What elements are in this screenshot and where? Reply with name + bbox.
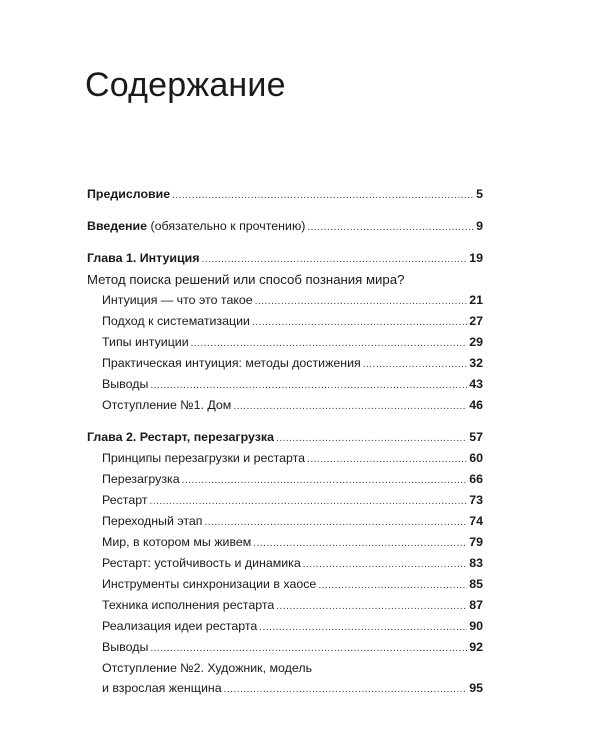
dot-leader: [150, 638, 467, 659]
toc-page-number: 95: [469, 681, 483, 695]
toc-label: Отступление №2. Художник, модель: [102, 661, 313, 675]
toc-page-number: 21: [469, 293, 483, 307]
toc-page-number: 57: [469, 430, 483, 444]
toc-page-number: 87: [469, 598, 483, 612]
toc-label: Мир, в котором мы живем: [102, 535, 252, 549]
toc-label: Практическая интуиция: методы достижения: [102, 356, 361, 370]
toc-entry[interactable]: [87, 469, 483, 490]
toc-page-number: 32: [469, 356, 483, 370]
dot-leader: [307, 449, 467, 470]
dot-leader: [318, 575, 467, 596]
toc-label-bold: Введение: [87, 219, 148, 233]
toc-entry[interactable]: [87, 553, 483, 574]
toc-label: Техника исполнения рестарта: [102, 598, 275, 612]
toc-entry[interactable]: [87, 637, 483, 658]
dot-leader: [259, 617, 467, 638]
page-title: Содержание: [85, 66, 286, 104]
toc-label: Выводы: [102, 377, 149, 391]
dot-leader: [276, 428, 467, 449]
chapter1-subtitle: Метод поиска решений или способ познания мира?: [87, 272, 405, 287]
toc-label: Реализация идеи рестарта: [102, 619, 258, 633]
toc-label: Перезагрузка: [102, 472, 180, 486]
toc-entry[interactable]: [87, 311, 483, 332]
toc-page-number: 60: [469, 451, 483, 465]
chapter1-items: [87, 290, 483, 416]
toc-label: [87, 216, 305, 237]
toc-label: Выводы: [102, 640, 149, 654]
toc-entry[interactable]: [87, 490, 483, 511]
toc-label: Подход к систематизации: [102, 314, 250, 328]
toc-entry[interactable]: [87, 290, 483, 311]
toc-label-rest: (обязательно к прочтению): [147, 219, 306, 233]
toc-page-number: 46: [469, 398, 483, 412]
toc-entry[interactable]: [87, 616, 483, 637]
dot-leader: [172, 185, 474, 206]
toc-entry[interactable]: [87, 332, 483, 353]
toc-entry-last-line1[interactable]: [87, 658, 483, 678]
toc-label: и взрослая женщина: [102, 681, 222, 695]
dot-leader: [253, 533, 467, 554]
toc-label: Переходный этап: [102, 514, 203, 528]
dot-leader: [205, 512, 468, 533]
toc-entry-preface[interactable]: [87, 184, 483, 205]
dot-leader: [233, 396, 467, 417]
toc-page-number: 19: [469, 251, 483, 265]
toc-label: Принципы перезагрузки и рестарта: [102, 451, 306, 465]
toc-page-number: 83: [469, 556, 483, 570]
toc-page-number: 73: [469, 493, 483, 507]
toc-entry[interactable]: [87, 511, 483, 532]
dot-leader: [252, 312, 467, 333]
toc-entry-chapter2[interactable]: [87, 427, 483, 448]
toc-entry[interactable]: [87, 595, 483, 616]
toc-page-number: 9: [476, 219, 483, 233]
toc-entry[interactable]: [87, 353, 483, 374]
toc-entry[interactable]: [87, 448, 483, 469]
toc-label: Интуиция — что это такое: [102, 293, 253, 307]
toc-label: Отступление №1. Дом: [102, 398, 232, 412]
dot-leader: [303, 554, 467, 575]
toc-label: Рестарт: [102, 493, 148, 507]
toc-entry-chapter1[interactable]: [87, 248, 483, 269]
toc-label: Типы интуиции: [102, 335, 189, 349]
toc-page-number: 5: [476, 187, 483, 201]
table-of-contents: [87, 184, 483, 699]
toc-page-number: 79: [469, 535, 483, 549]
toc-label: Глава 2. Рестарт, перезагрузка: [87, 430, 274, 444]
dot-leader: [191, 333, 468, 354]
toc-page-number: 85: [469, 577, 483, 591]
toc-entry-last-line2[interactable]: [87, 678, 483, 699]
toc-entry[interactable]: [87, 395, 483, 416]
dot-leader: [150, 375, 467, 396]
dot-leader: [201, 249, 467, 270]
toc-entry-intro[interactable]: [87, 216, 483, 237]
toc-label: Инструменты синхронизации в хаосе: [102, 577, 317, 591]
chapter2-items: [87, 448, 483, 658]
dot-leader: [182, 470, 468, 491]
toc-page-number: 90: [469, 619, 483, 633]
dot-leader: [307, 217, 474, 238]
dot-leader: [255, 291, 468, 312]
dot-leader: [150, 491, 468, 512]
toc-entry[interactable]: [87, 574, 483, 595]
toc-page-number: 43: [469, 377, 483, 391]
dot-leader: [276, 596, 467, 617]
toc-label: Глава 1. Интуиция: [87, 251, 200, 265]
toc-page-number: 66: [469, 472, 483, 486]
toc-entry[interactable]: [87, 532, 483, 553]
toc-page-number: 27: [469, 314, 483, 328]
toc-page-number: 29: [469, 335, 483, 349]
toc-page-number: 74: [469, 514, 483, 528]
dot-leader: [363, 354, 467, 375]
toc-label: Предисловие: [87, 187, 171, 201]
dot-leader: [224, 679, 468, 700]
toc-page-number: 92: [469, 640, 483, 654]
toc-entry[interactable]: [87, 374, 483, 395]
toc-label: Рестарт: устойчивость и динамика: [102, 556, 301, 570]
